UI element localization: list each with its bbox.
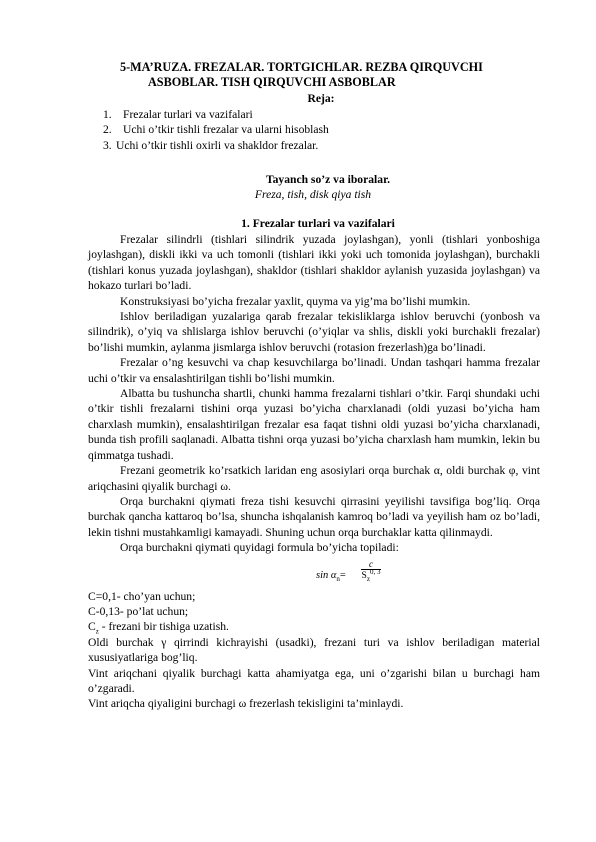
paragraph: $C_z$ - frezani bir tishiga uzatish. bbox=[88, 620, 229, 636]
paragraph: Konstruksiyasi bo’yicha frezalar yaxlit, quyma va yig’ma bo’lishi mumkin. bbox=[120, 294, 471, 308]
formula-fraction bbox=[360, 559, 382, 582]
plan-item-number: 1. bbox=[103, 108, 112, 121]
section-heading: 1. Frezalar turlari va vazifalari bbox=[241, 217, 395, 230]
plan-list bbox=[103, 107, 523, 153]
paragraph: Ishlov beriladigan yuzalariga qarab frezalar tekisliklarga ishlov beruvchi (yonbosh va silindrik), o’yiq va shlislarga ishlov beruvchi (o’yiqlar va shlis, diskli yoki burchakli frezalar) bo’lishi mumkin, aylanma jismlarga ishlov beruvchi (rotasion frezerlash)ga bo’linadi. bbox=[88, 310, 540, 354]
plan-heading: Reja: bbox=[307, 92, 335, 105]
paragraph: C-0,13- po’lat uchun; bbox=[88, 604, 189, 618]
paragraph: Vint ariqchani qiyalik burchagi katta ahamiyatga ega, uni o’zgarishi bilan u burchagi ham o’zgaradi. bbox=[88, 666, 540, 695]
formula-lhs: $\sin \alpha_n=$ bbox=[316, 569, 346, 583]
plan-item-text: Frezalar turlari va vazifalari bbox=[123, 108, 253, 121]
formula-numerator: c bbox=[369, 558, 373, 569]
paragraph: Oldi burchak γ qirrindi kichrayishi (usadki), frezani turi va ishlov beriladigan material xususiyatlariga bog’liq. bbox=[88, 635, 540, 665]
paragraph: Frezalar silindrli (tishlari silindrik yuzada joylashgan), yonli (tishlari yonboshiga joylashgan), diskli ikki va uch tomonli (tishlari ikki yoki uch tomonida joylashgan), burchakli (tishlari konus yuzada joylashgan), shakldor (tishlari shakldor aylanish yuzasida joylashgan) va hokazo turlari bo’ladi. bbox=[88, 233, 540, 293]
plan-item-number: 3. bbox=[103, 138, 112, 152]
lecture-title bbox=[92, 60, 532, 90]
paragraph: C=0,1- cho’yan uchun; bbox=[88, 589, 196, 603]
lecture-title-line2: ASBOBLAR. TISH QIRQUVCHI ASBOBLAR bbox=[148, 75, 396, 90]
clearance-angle-formula bbox=[88, 557, 540, 587]
formula-denominator: $S_z^{0, 3}$ bbox=[361, 567, 381, 583]
paragraph: Frezalar o’ng kesuvchi va chap kesuvchilarga bo’linadi. Undan tashqari hamma frezalar uchi o’tkir va ensalashtirilgan tishli bo’lishi mumkin. bbox=[88, 356, 540, 385]
paragraph: Albatta bu tushuncha shartli, chunki hamma frezalarni tishlari o’tkir. Farqi shundaki uchi o’tkir tishli frezalarni tishini orqa yuzasi bo’yicha charxlanadi (oldi yuzasi bo’yicha ham charxlash mumkin), ensalashtirilgan frezalar esa faqat tishni oldi yuzasi bo’yicha charxlanadi, bunda tish profili saqlanadi. Albatta tishni orqa yuzasi bo’yicha charxlash ham mumkin, lekin bu qimmatga tushadi. bbox=[88, 387, 540, 462]
paragraph: Orqa burchakni qiymati freza tishi kesuvchi qirrasini yeyilishi tavsifiga bog’liq. Orqa burchak qancha kattaroq bo’lsa, shuncha ishqalanish kamroq bo’ladi va yeyilish ham oz bo’ladi, lekin tishni mustahkamligi kamayadi. Shuning uchun orqa burchaklar katta qilinmaydi. bbox=[88, 494, 540, 539]
section-body bbox=[88, 232, 540, 712]
plan-item bbox=[103, 122, 523, 137]
lecture-title-line1: 5-MA’RUZA. FREZALAR. TORTGICHLAR. REZBA QIRQUVCHI bbox=[120, 60, 483, 74]
plan-item-text: Uchi o’tkir tishli oxirli va shakldor frezalar. bbox=[116, 138, 319, 152]
plan-item-number: 2. bbox=[103, 123, 112, 137]
plan-item bbox=[103, 107, 523, 122]
plan-item bbox=[103, 138, 523, 153]
paragraph: Frezani geometrik ko’rsatkich laridan eng asosiylari orqa burchak α, oldi burchak φ, vint ariqchasini qiyalik burchagi ω. bbox=[88, 464, 540, 493]
plan-item-text: Uchi o’tkir tishli frezalar va ularni hisoblash bbox=[123, 123, 329, 137]
keywords-text: Freza, tish, disk qiya tish bbox=[254, 188, 372, 201]
paragraph: Vint ariqcha qiyaligini burchagi ω frezerlash tekisligini ta’minlaydi. bbox=[88, 697, 404, 711]
keywords-heading: Tayanch so’z va iboralar. bbox=[265, 173, 391, 186]
paragraph: Orqa burchakni qiymati quyidagi formula bo’yicha topiladi: bbox=[120, 541, 399, 555]
